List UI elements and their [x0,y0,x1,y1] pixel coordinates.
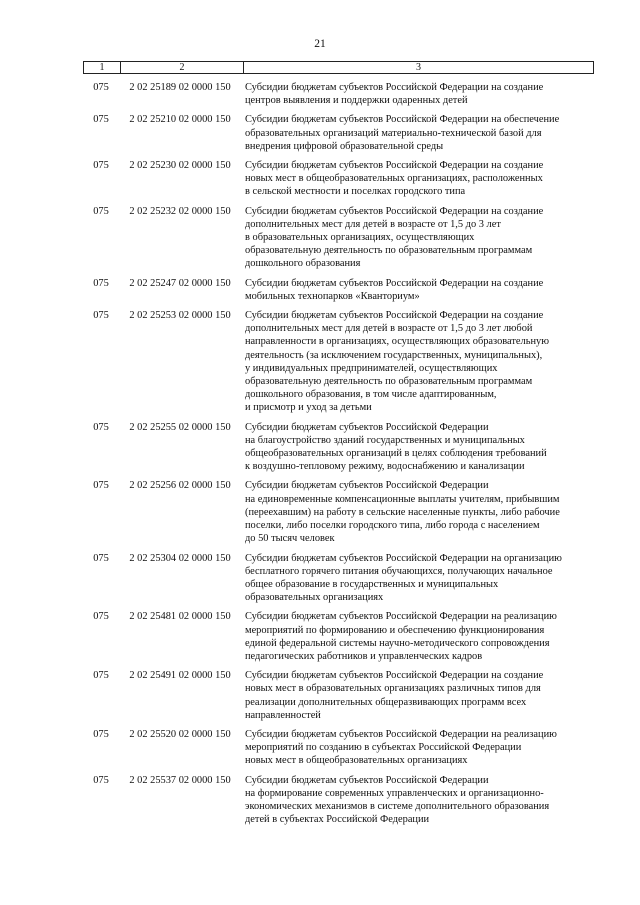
table-row [83,552,603,605]
table-row [83,277,603,303]
admin-code: 075 [93,205,109,217]
subsidy-description: Субсидии бюджетам субъектов Российской Федерации на создание дополнительных мест для детей в возрасте от 1,5 до 3 лет в образовательных организациях, осуществляющих образовательную деятельность по образовательным программам дошкольного образования [245,205,544,270]
budget-code: 2 02 25481 02 0000 150 [129,611,231,623]
table-row [83,610,603,663]
table-row [83,309,603,415]
subsidy-description: Субсидии бюджетам субъектов Российской Федерации на организацию бесплатного горячего питания обучающихся, получающих начальное общее образование в государственных и муниципальных образовательных организациях [245,552,562,604]
budget-code: 2 02 25255 02 0000 150 [129,421,231,433]
subsidy-description: Субсидии бюджетам субъектов Российской Федерации на создание новых мест в общеобразовательных организациях, расположенных в сельской местности и поселках городского типа [245,160,544,198]
table-row [83,728,603,768]
admin-code: 075 [93,611,109,623]
admin-code: 075 [93,421,109,433]
subsidy-description: Субсидии бюджетам субъектов Российской Федерации на благоустройство зданий государственных и муниципальных общеобразовательных организаций в целях соблюдения требований к воздушно-тепловому режиму, водоснабжению и канализации [245,421,547,473]
subsidy-description: Субсидии бюджетам субъектов Российской Федерации на реализацию мероприятий по созданию в субъектах Российской Федерации новых мест в общеобразовательных организациях [245,728,557,767]
header-col-3: 3 [416,62,421,73]
budget-code: 2 02 25253 02 0000 150 [129,310,231,322]
subsidy-description: Субсидии бюджетам субъектов Российской Федерации на единовременные компенсационные выплаты учителям, прибывшим (переехавшим) на работу в сельские населенные пункты, либо рабочие поселки, либо поселки городского типа, либо города с населением до 50 тысяч человек [245,480,560,545]
admin-code: 075 [93,277,109,289]
subsidy-description: Субсидии бюджетам субъектов Российской Федерации на создание дополнительных мест для детей в возрасте от 1,5 до 3 лет любой направленности в организациях, осуществляющих образовательную деятельность (за исключением государственных, муниципальных), у индивидуальных предпринимателей, осуществляющих образовательную деятельность по образовательным программам дошкольного образования, в том числе адаптированным, и присмотр и уход за детьми [245,310,549,414]
budget-code: 2 02 25189 02 0000 150 [129,82,231,93]
budget-code: 2 02 25537 02 0000 150 [129,774,231,786]
admin-code: 075 [93,480,109,492]
admin-code: 075 [93,670,109,682]
budget-code: 2 02 25210 02 0000 150 [129,114,231,126]
subsidy-description: Субсидии бюджетам субъектов Российской Федерации на обеспечение образовательных организаций материально-технической базой для внедрения цифровой образовательной среды [245,114,560,152]
table-row [83,113,603,153]
admin-code: 075 [93,160,109,172]
header-col-1: 1 [84,62,121,73]
table-row [83,479,603,545]
budget-code: 2 02 25256 02 0000 150 [129,480,231,492]
table-header [83,61,594,74]
admin-code: 075 [93,728,109,740]
admin-code: 075 [93,114,109,126]
table-row [83,669,603,722]
admin-code: 075 [93,310,109,322]
admin-code: 075 [93,82,109,93]
subsidy-description: Субсидии бюджетам субъектов Российской Федерации на реализацию мероприятий по формированию и обеспечению функционирования единой федеральной системы научно-методического сопровождения педагогических работников и управленческих кадров [245,611,557,662]
table-row [83,421,603,474]
table-row [83,81,603,107]
subsidy-description: Субсидии бюджетам субъектов Российской Федерации на формирование современных управленческих и организационно- экономических механизмов в системе дополнительного образования детей в субъектах Российской Федерации [245,774,550,826]
budget-code: 2 02 25230 02 0000 150 [129,160,231,172]
subsidy-description: Субсидии бюджетам субъектов Российской Федерации на создание новых мест в образовательных организациях различных типов для реализации дополнительных общеразвивающих программ всех направленностей [245,670,544,721]
page-number: 21 [314,38,326,50]
budget-code: 2 02 25247 02 0000 150 [129,277,231,289]
table-body [83,81,603,832]
budget-code: 2 02 25520 02 0000 150 [129,728,231,740]
subsidy-description: Субсидии бюджетам субъектов Российской Федерации на создание центров выявления и поддержки одаренных детей [245,82,544,107]
subsidy-description: Субсидии бюджетам субъектов Российской Федерации на создание мобильных технопарков «Кванториум» [245,277,544,302]
budget-code: 2 02 25232 02 0000 150 [129,205,231,217]
table-row [83,159,603,199]
admin-code: 075 [93,774,109,786]
table-row [83,774,603,827]
header-col-2: 2 [121,62,244,73]
table-row [83,205,603,271]
budget-code: 2 02 25304 02 0000 150 [129,552,231,564]
admin-code: 075 [93,552,109,564]
budget-code: 2 02 25491 02 0000 150 [129,670,231,682]
